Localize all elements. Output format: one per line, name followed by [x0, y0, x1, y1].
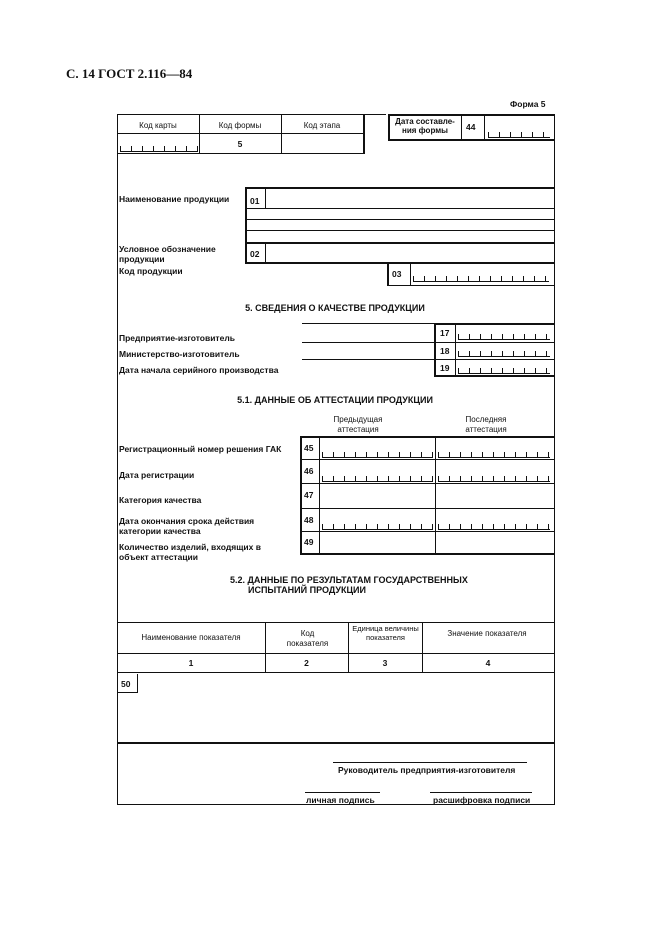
form-label: Форма 5	[510, 99, 546, 109]
s51-ticks	[438, 524, 550, 530]
s5-row-label: Предприятие-изготовитель	[119, 333, 235, 343]
s5-row-num: 17	[440, 328, 450, 338]
s5-row-label: Дата начала серийного производства	[119, 365, 279, 375]
s52-col-num: 3	[382, 658, 388, 668]
product-name-label: Наименование продукции	[119, 194, 230, 204]
s51-row-num: 46	[304, 466, 314, 476]
product-code-num: 03	[392, 269, 402, 279]
compile-date-num: 44	[466, 122, 476, 132]
s51-row-label: Количество изделий, входящих в объект аттестации	[119, 542, 261, 562]
s52-col-num: 2	[304, 658, 309, 668]
compile-date-ticks	[488, 132, 550, 138]
s51-row-num: 48	[304, 515, 314, 525]
form-code-header: Код формы	[218, 121, 262, 130]
stage-code-header: Код этапа	[303, 121, 341, 130]
s51-row-num: 49	[304, 537, 314, 547]
product-name-num: 01	[250, 196, 260, 206]
s52-col-header: Код показателя	[286, 629, 329, 648]
s5-row-label: Министерство-изготовитель	[119, 349, 240, 359]
compile-date-label: Дата составле-ния формы	[395, 117, 455, 135]
s5-ticks	[458, 368, 550, 374]
s51-ticks	[438, 452, 550, 458]
section52-title-line2: ИСПЫТАНИЙ ПРОДУКЦИИ	[248, 585, 366, 595]
s52-col-header: Наименование показателя	[141, 633, 241, 642]
signature-role: Руководитель предприятия-изготовителя	[338, 765, 516, 775]
decode-caption: расшифровка подписи	[433, 795, 531, 805]
product-code-ticks	[413, 276, 549, 282]
col-prev-header: Предыдущая аттестация	[333, 415, 383, 434]
card-code-ticks	[120, 146, 198, 152]
s51-row-num: 45	[304, 443, 314, 453]
signature-caption: личная подпись	[306, 795, 375, 805]
product-designation-num: 02	[250, 249, 260, 259]
s51-row-label: Регистрационный номер решения ГАК	[119, 444, 282, 454]
section51-title: 5.1. ДАННЫЕ ОБ АТТЕСТАЦИИ ПРОДУКЦИИ	[237, 395, 433, 405]
card-code-header: Код карты	[139, 121, 177, 130]
s5-row-num: 18	[440, 346, 450, 356]
page-header: С. 14 ГОСТ 2.116—84	[66, 66, 193, 81]
product-designation-label: Условное обозначение продукции	[119, 244, 216, 264]
s5-row-num: 19	[440, 363, 450, 373]
s51-ticks	[322, 524, 433, 530]
s51-ticks	[322, 452, 433, 458]
product-code-label: Код продукции	[119, 266, 183, 276]
row-50-num: 50	[121, 679, 131, 689]
s51-ticks	[322, 476, 433, 482]
s51-row-label: Категория качества	[119, 495, 202, 505]
s52-col-header: Единица величины показателя	[352, 624, 419, 642]
s52-col-num: 1	[188, 658, 194, 668]
s52-col-header: Значение показателя	[447, 629, 527, 638]
section5-title: 5. СВЕДЕНИЯ О КАЧЕСТВЕ ПРОДУКЦИИ	[245, 303, 425, 313]
s51-row-label: Дата регистрации	[119, 470, 195, 480]
col-last-header: Последняя аттестация	[465, 415, 507, 434]
form-code-value: 5	[237, 139, 243, 149]
s51-ticks	[438, 476, 550, 482]
s5-ticks	[458, 334, 550, 340]
s51-row-num: 47	[304, 490, 314, 500]
s52-col-num: 4	[485, 658, 491, 668]
section52-title: 5.2. ДАННЫЕ ПО РЕЗУЛЬТАТАМ ГОСУДАРСТВЕННЫХ	[230, 575, 468, 585]
s51-row-label: Дата окончания срока действия категории качества	[119, 516, 255, 536]
s5-ticks	[458, 351, 550, 357]
